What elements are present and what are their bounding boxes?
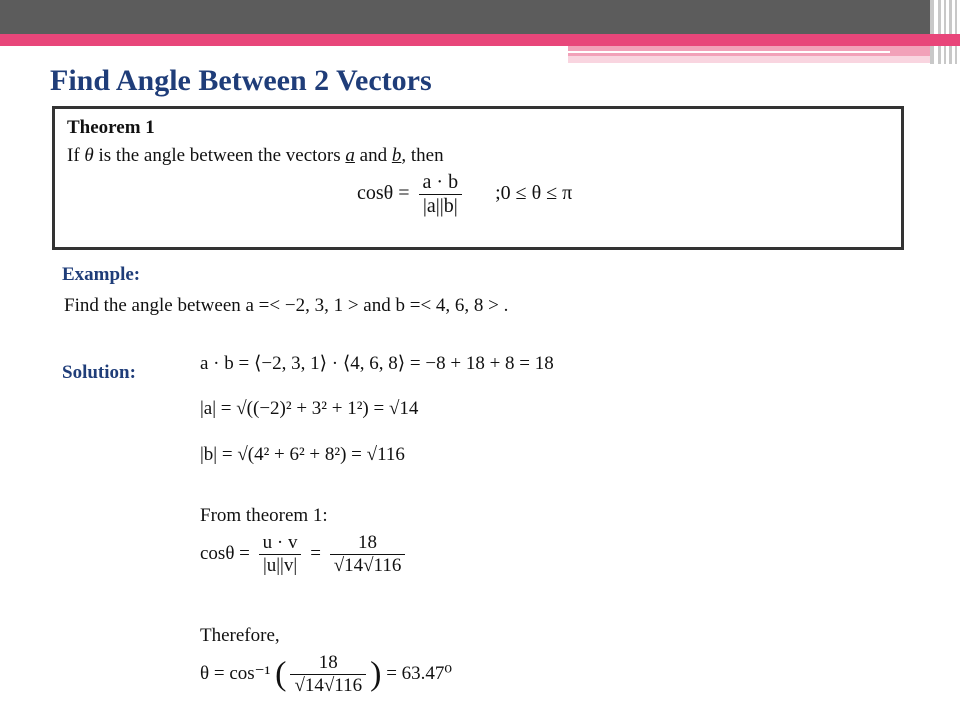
cos-fraction-1: [259, 532, 302, 577]
therefore-text: Therefore,: [200, 625, 280, 646]
theorem-if: If: [67, 145, 80, 166]
cos-num-2: 18: [330, 532, 406, 555]
final-formula: [200, 652, 452, 697]
cos-num-1: u · v: [259, 532, 302, 555]
example-text: Find the angle between a =< −2, 3, 1 > and b =< 4, 6, 8 > .: [64, 295, 509, 316]
theorem-and: and: [359, 145, 388, 166]
theorem-theta: θ: [84, 145, 94, 166]
solution-label: Solution:: [62, 362, 136, 383]
pink-accent-bar-lighter: [568, 56, 930, 63]
theorem-formula: [357, 171, 572, 218]
pink-accent-bar: [0, 34, 960, 46]
final-fraction: [290, 652, 366, 697]
left-paren-icon: (: [275, 655, 287, 693]
from-theorem-text: From theorem 1:: [200, 505, 328, 526]
top-bar: [0, 0, 930, 34]
final-lhs: θ = cos⁻¹: [200, 662, 271, 684]
cos-eq: =: [310, 542, 321, 564]
theorem-heading: Theorem 1: [67, 117, 155, 138]
accent-divider: [560, 51, 890, 53]
cos-lhs: cosθ =: [200, 542, 250, 564]
right-stripes: [930, 0, 960, 64]
cos-den-2: √14√116: [333, 555, 402, 576]
theorem-box: [52, 106, 904, 250]
theorem-cos-lhs: cosθ =: [357, 182, 410, 205]
theorem-vector-a: a: [345, 145, 355, 166]
cos-formula: [200, 532, 409, 577]
theorem-frac-den: |a||b|: [422, 195, 458, 217]
theorem-vector-b: b: [391, 145, 402, 166]
final-result: = 63.47⁰: [386, 662, 453, 684]
solution-magnitude-a: |a| = √((−2)² + 3² + 1²) = √14: [200, 398, 419, 419]
theorem-suffix: , then: [401, 145, 444, 166]
slide-title: Find Angle Between 2 Vectors: [50, 64, 432, 97]
solution-magnitude-b: |b| = √(4² + 6² + 8²) = √116: [200, 444, 405, 465]
final-den: √14√116: [294, 675, 363, 696]
theorem-frac-num: a · b: [419, 171, 463, 195]
right-paren-icon: ): [370, 655, 382, 693]
cos-den-1: |u||v|: [262, 555, 298, 576]
theorem-statement: [67, 145, 444, 167]
theorem-mid: is the angle between the vectors: [98, 145, 341, 166]
cos-fraction-2: [330, 532, 406, 577]
final-num: 18: [290, 652, 366, 675]
example-label: Example:: [62, 264, 141, 285]
theorem-condition: ;0 ≤ θ ≤ π: [495, 182, 573, 205]
solution-dot-product: a · b = ⟨−2, 3, 1⟩ · ⟨4, 6, 8⟩ = −8 + 18 + 8 = 18: [200, 353, 554, 374]
theorem-fraction: [419, 171, 463, 218]
